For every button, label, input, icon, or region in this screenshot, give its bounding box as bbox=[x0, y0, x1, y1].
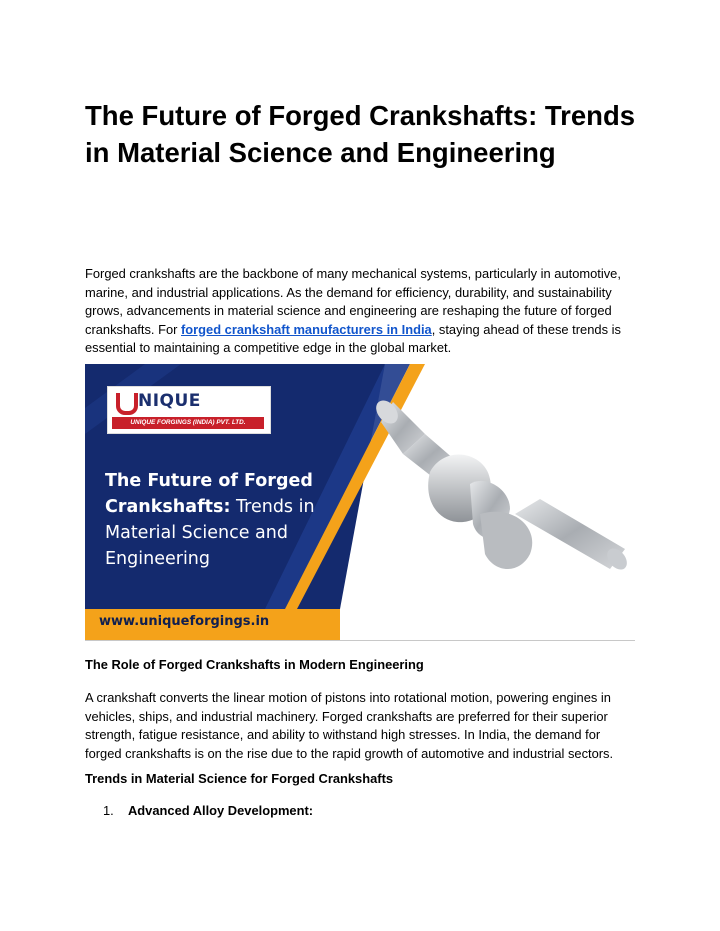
banner-title-rest: Trends in bbox=[230, 497, 315, 517]
list-item-text: Advanced Alloy Development: bbox=[128, 803, 314, 818]
section-heading-role: The Role of Forged Crankshafts in Modern Engineering bbox=[85, 657, 424, 672]
banner-title bbox=[105, 468, 365, 572]
divider bbox=[85, 640, 635, 641]
list-item bbox=[103, 803, 313, 818]
banner-title-line1: The Future of Forged bbox=[105, 471, 313, 491]
intro-text: Forged crankshafts are the backbone of many mechanical systems, particularly in automotive, marine, and industrial applications. As the demand for efficiency, durability, and sustainability grows, advancements in material science and engineering are reshaping the future of forged crankshafts. For bbox=[85, 266, 621, 337]
logo-wordmark: NIQUE bbox=[138, 391, 201, 411]
section-body-role: A crankshaft converts the linear motion of pistons into rotational motion, powering engines in vehicles, ships, and industrial machinery. Forged crankshafts are preferred for their superior strength, fatigue resistance, and ability to withstand high stresses. In India, the demand for forged crankshafts is on the rise due to the rapid growth of automotive and industrial sectors. bbox=[85, 690, 614, 761]
page-title: The Future of Forged Crankshafts: Trends in Material Science and Engineering bbox=[85, 100, 636, 168]
intro-paragraph bbox=[85, 265, 637, 358]
manufacturers-link[interactable]: forged crankshaft manufacturers in India bbox=[181, 321, 432, 337]
banner-title-line4: Engineering bbox=[105, 549, 210, 569]
logo-u-mark bbox=[116, 393, 138, 415]
banner-title-bold: Crankshafts: bbox=[105, 497, 231, 517]
list-item-number: 1. bbox=[103, 803, 114, 818]
section-heading-trends: Trends in Material Science for Forged Crankshafts bbox=[85, 771, 394, 786]
banner-url: www.uniqueforgings.in bbox=[99, 614, 270, 629]
article-banner-image bbox=[85, 364, 635, 640]
intro-text-continued: , staying ahead of these trends is essential to maintaining a competitive edge in the global market. bbox=[85, 321, 621, 355]
logo-tagline: UNIQUE FORGINGS (INDIA) PVT. LTD. bbox=[112, 417, 264, 429]
company-logo bbox=[107, 386, 271, 434]
banner-title-line3: Material Science and bbox=[105, 523, 288, 543]
banner-title-line2 bbox=[105, 494, 365, 520]
